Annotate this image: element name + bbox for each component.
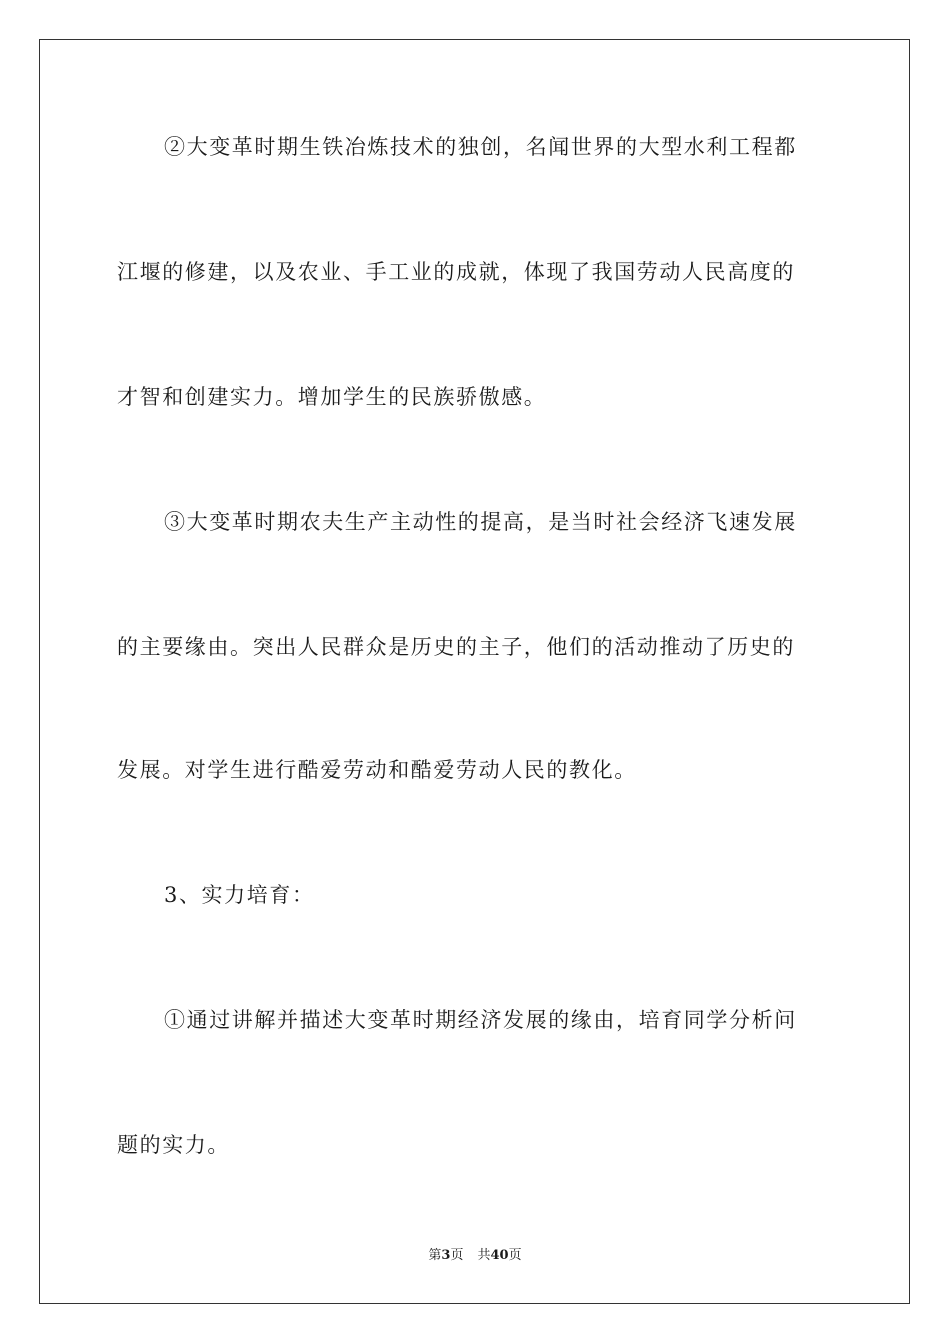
page-suffix: 页 — [450, 1248, 464, 1263]
total-suffix: 页 — [508, 1248, 522, 1263]
section-heading: 3、实力培育： — [164, 883, 315, 907]
paragraph-line: 题的实力。 — [117, 1133, 230, 1157]
total-pages: 40 — [490, 1248, 509, 1263]
paragraph-line: 的主要缘由。突出人民群众是历史的主子，他们的活动推动了历史的 — [117, 635, 795, 659]
page-border — [39, 39, 910, 1304]
page-footer — [0, 1247, 950, 1265]
paragraph-line: 发展。对学生进行酷爱劳动和酷爱劳动人民的教化。 — [117, 758, 637, 782]
page-prefix: 第 — [428, 1248, 442, 1263]
paragraph-line: 江堰的修建，以及农业、手工业的成就，体现了我国劳动人民高度的 — [117, 260, 795, 284]
paragraph-line: ①通过讲解并描述大变革时期经济发展的缘由，培育同学分析问 — [164, 1008, 797, 1032]
paragraph-line: ③大变革时期农夫生产主动性的提高，是当时社会经济飞速发展 — [164, 510, 797, 534]
paragraph-line: ②大变革时期生铁冶炼技术的独创，名闻世界的大型水利工程都 — [164, 135, 797, 159]
page-number: 3 — [441, 1248, 451, 1263]
paragraph-line: 才智和创建实力。增加学生的民族骄傲感。 — [117, 385, 547, 409]
total-prefix: 共 — [477, 1248, 491, 1263]
